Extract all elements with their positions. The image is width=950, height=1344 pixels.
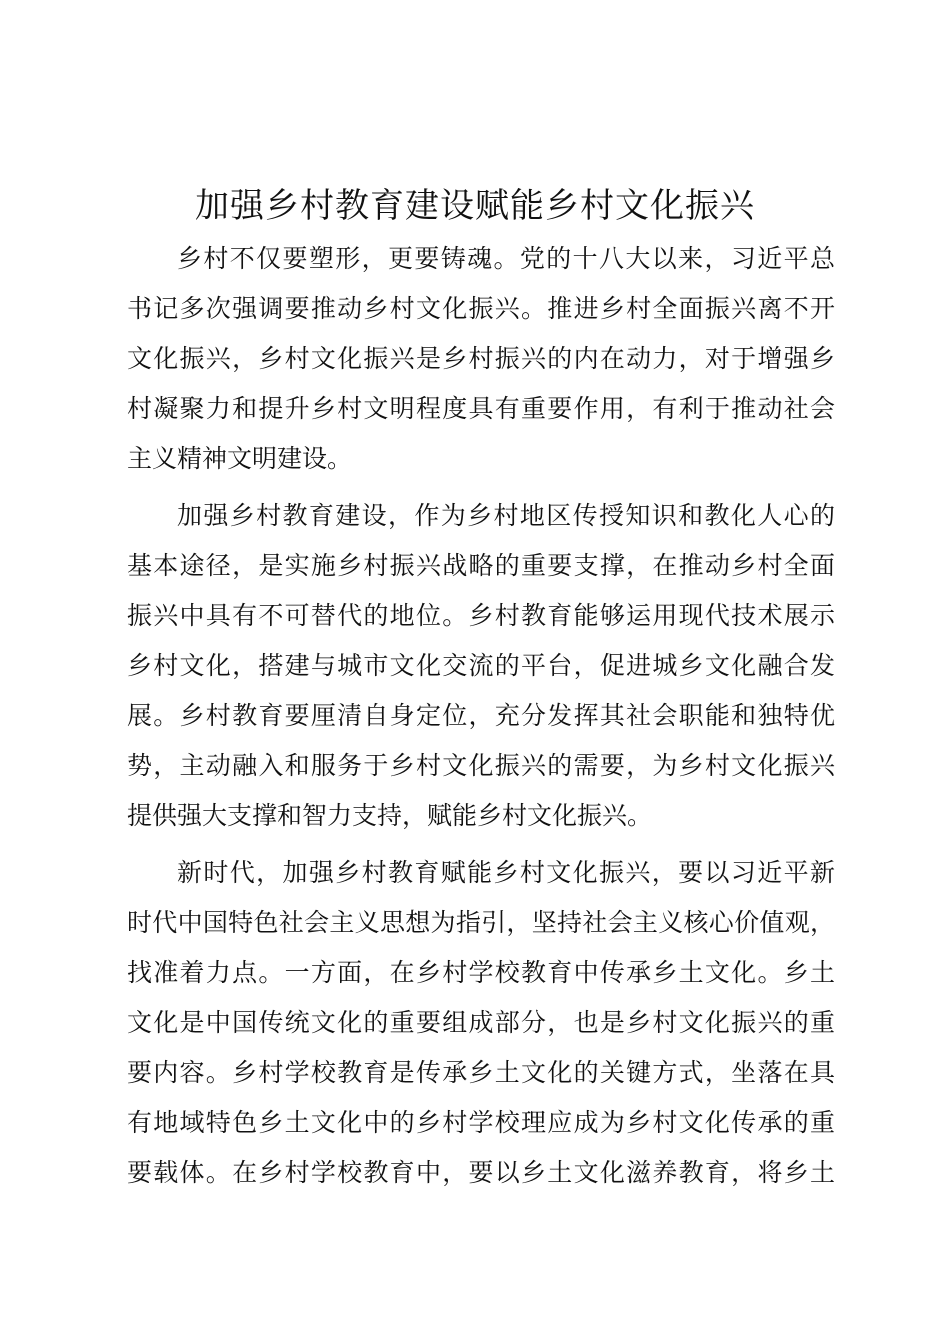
paragraph-line: 乡村文化，搭建与城市文化交流的平台，促进城乡文化融合发: [127, 651, 835, 680]
paragraph-line: 要内容。乡村学校教育是传承乡土文化的关键方式，坐落在具: [127, 1058, 835, 1087]
paragraph-line: 有地域特色乡土文化中的乡村学校理应成为乡村文化传承的重: [127, 1108, 835, 1137]
paragraph-line: 展。乡村教育要厘清自身定位，充分发挥其社会职能和独特优: [127, 701, 835, 730]
paragraph-line: 提供强大支撑和智力支持，赋能乡村文化振兴。: [127, 801, 653, 830]
paragraph-line: 书记多次强调要推动乡村文化振兴。推进乡村全面振兴离不开: [127, 294, 835, 323]
paragraph-line: 乡村不仅要塑形，更要铸魂。党的十八大以来，习近平总: [177, 244, 835, 273]
paragraph-1: [127, 234, 835, 484]
paragraph-line: 势，主动融入和服务于乡村文化振兴的需要，为乡村文化振兴: [127, 751, 835, 780]
paragraph-line: 文化振兴，乡村文化振兴是乡村振兴的内在动力，对于增强乡: [127, 344, 835, 373]
paragraph-2: [127, 491, 835, 841]
paragraph-3: [127, 848, 835, 1198]
paragraph-line: 基本途径，是实施乡村振兴战略的重要支撑，在推动乡村全面: [127, 551, 835, 580]
paragraph-line: 主义精神文明建设。: [127, 444, 353, 473]
paragraph-line: 新时代，加强乡村教育赋能乡村文化振兴，要以习近平新: [177, 858, 835, 887]
paragraph-line: 文化是中国传统文化的重要组成部分，也是乡村文化振兴的重: [127, 1008, 835, 1037]
paragraph-line: 振兴中具有不可替代的地位。乡村教育能够运用现代技术展示: [127, 601, 835, 630]
paragraph-line: 找准着力点。一方面，在乡村学校教育中传承乡土文化。乡土: [127, 958, 835, 987]
document-body: [127, 234, 835, 1205]
paragraph-line: 时代中国特色社会主义思想为指引，坚持社会主义核心价值观，: [127, 908, 835, 937]
paragraph-line: 加强乡村教育建设，作为乡村地区传授知识和教化人心的: [177, 501, 835, 530]
paragraph-line: 要载体。在乡村学校教育中，要以乡土文化滋养教育，将乡土: [127, 1158, 835, 1187]
paragraph-line: 村凝聚力和提升乡村文明程度具有重要作用，有利于推动社会: [127, 394, 835, 423]
document-title: 加强乡村教育建设赋能乡村文化振兴: [195, 186, 755, 226]
